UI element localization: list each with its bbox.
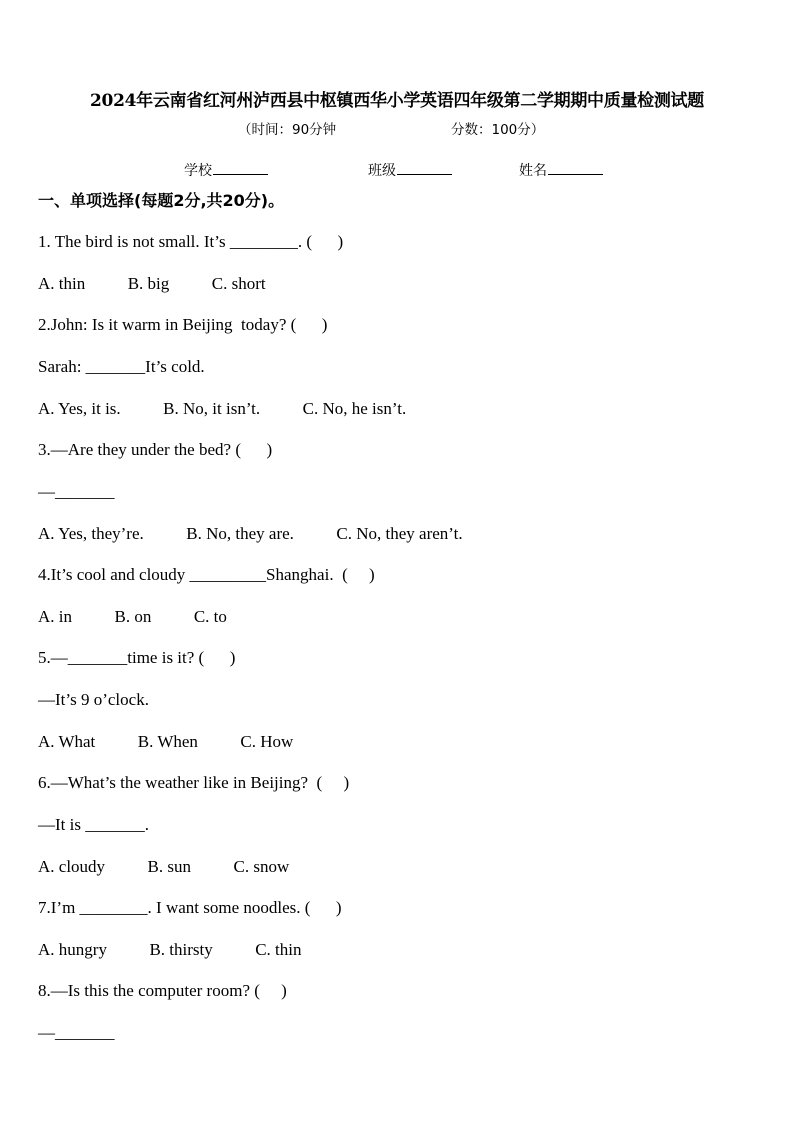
name-blank[interactable] (548, 160, 603, 175)
name-label: 姓名 (519, 163, 547, 179)
dialog-line: —It is _______. (38, 815, 149, 834)
question-line: 8.—Is this the computer room? ( ) (38, 981, 287, 1000)
name-field (519, 160, 603, 180)
page-title: 2024年云南省红河州泸西县中枢镇西华小学英语四年级第二学期期中质量检测试题 (90, 91, 704, 111)
exam-score: 分数：100分） (451, 122, 545, 138)
section-title: 一、单项选择(每题2分,共20分)。 (38, 191, 285, 210)
question-line: 2.John: Is it warm in Beijing today? ( ) (38, 315, 328, 334)
class-blank[interactable] (397, 160, 452, 175)
question-line: 4.It’s cool and cloudy _________Shanghai. ( ) (38, 565, 375, 584)
school-blank[interactable] (213, 160, 268, 175)
option-line: A. in B. on C. to (38, 607, 227, 626)
dialog-line: Sarah: _______It’s cold. (38, 357, 205, 376)
question-line: 6.—What’s the weather like in Beijing? ( ) (38, 773, 350, 792)
class-label: 班级 (368, 163, 396, 179)
option-line: A. cloudy B. sun C. snow (38, 857, 290, 876)
question-line: 7.I’m ________. I want some noodles. ( ) (38, 898, 342, 917)
school-field (184, 160, 268, 180)
answer-blank-line: —_______ (38, 1023, 115, 1042)
option-line: A. thin B. big C. short (38, 274, 266, 293)
option-line: A. Yes, they’re. B. No, they are. C. No, they aren’t. (38, 524, 463, 543)
option-line: A. Yes, it is. B. No, it isn’t. C. No, he isn’t. (38, 399, 407, 418)
exam-time: （时间：90分钟 (238, 122, 337, 138)
question-line: 1. The bird is not small. It’s ________. ( ) (38, 232, 344, 251)
answer-blank-line: —_______ (38, 482, 115, 501)
school-label: 学校 (184, 163, 212, 179)
dialog-line: —It’s 9 o’clock. (38, 690, 149, 709)
class-field (368, 160, 452, 180)
option-line: A. hungry B. thirsty C. thin (38, 940, 302, 959)
question-line: 3.—Are they under the bed? ( ) (38, 440, 273, 459)
option-line: A. What B. When C. How (38, 732, 294, 751)
question-line: 5.—_______time is it? ( ) (38, 648, 236, 667)
